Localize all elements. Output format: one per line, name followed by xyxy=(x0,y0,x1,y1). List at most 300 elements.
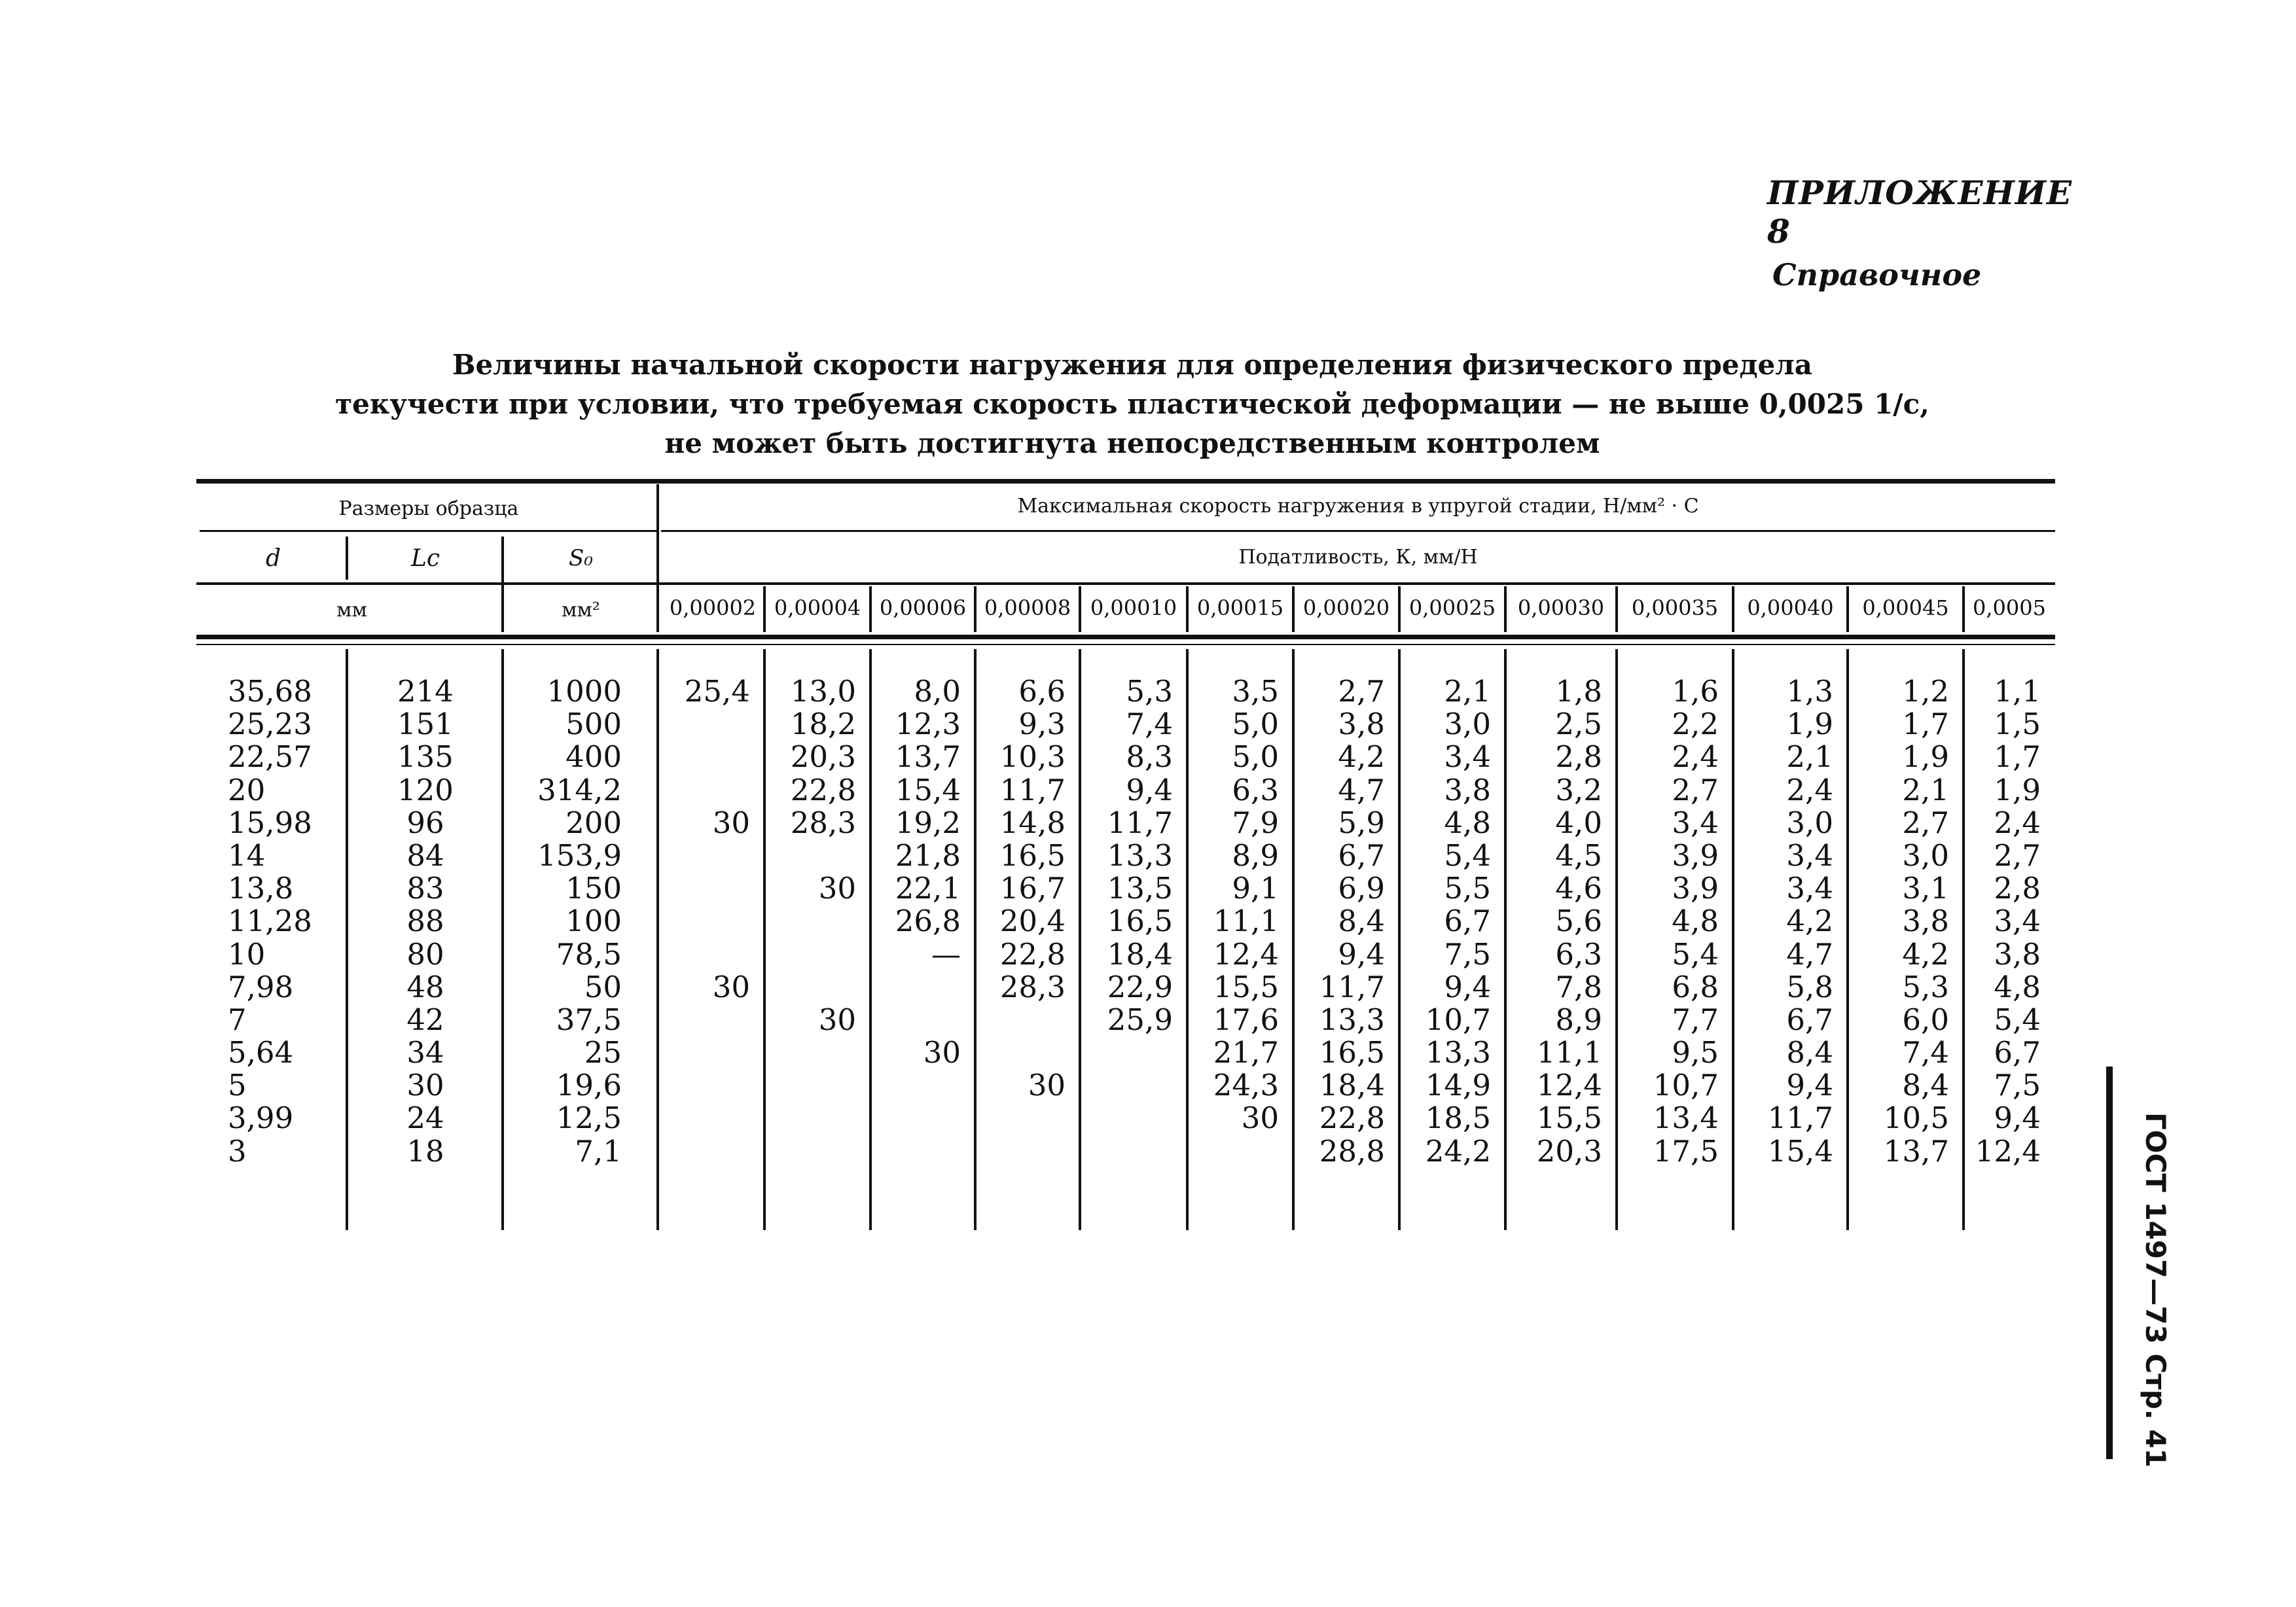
table-cell: 5,4 xyxy=(1444,838,1491,873)
table-cell xyxy=(770,1069,856,1102)
compliance-value: 0,00010 xyxy=(1090,595,1177,620)
column-divider xyxy=(501,649,504,1230)
table-cell: 18,4 xyxy=(1319,1068,1385,1103)
table-cell xyxy=(1085,1135,1173,1168)
table-cell: 25,9 xyxy=(1107,1002,1173,1037)
table-cell: 4,8 xyxy=(1672,904,1719,939)
unit-mm2: мм² xyxy=(562,599,600,622)
table-cell: 6,7 xyxy=(1994,1035,2041,1070)
table-cell: 13,3 xyxy=(1107,838,1173,873)
table-cell: 11,1 xyxy=(1213,904,1279,939)
table-cell: 3,4 xyxy=(1444,739,1491,775)
table-cell: 3,9 xyxy=(1672,871,1719,906)
table-cell: 3,4 xyxy=(1994,904,2041,939)
table-cell xyxy=(980,1102,1066,1135)
table-cell xyxy=(876,1004,961,1036)
table-cell xyxy=(770,1135,856,1168)
column-divider xyxy=(974,649,977,1230)
table-cell: 2,8 xyxy=(1555,739,1602,775)
table-cell: 2,7 xyxy=(1338,674,1385,709)
side-doc-reference: ГОСТ 1497—73 Стр. 41 xyxy=(2140,1112,2172,1468)
header-divider xyxy=(1079,586,1081,632)
table-cell: 10 xyxy=(228,936,266,972)
compliance-value: 0,00030 xyxy=(1517,595,1605,620)
side-bar xyxy=(2106,1067,2113,1459)
table-cell: 17,6 xyxy=(1213,1002,1279,1037)
header-divider xyxy=(1398,586,1401,632)
table-cell: 3,5 xyxy=(1232,674,1279,709)
table-cell: 84 xyxy=(406,838,444,873)
table-cell: 24,3 xyxy=(1213,1068,1279,1103)
header-divider xyxy=(763,586,766,632)
table-title xyxy=(196,345,2068,463)
group-sizes-header: Размеры образца xyxy=(338,497,519,520)
column-lc xyxy=(373,675,478,1168)
table-cell: 12,4 xyxy=(1213,936,1279,972)
header-divider xyxy=(1962,586,1965,632)
rate-column xyxy=(1193,675,1279,1168)
table-cell: 9,4 xyxy=(1786,1068,1833,1103)
table-cell: 8,3 xyxy=(1126,739,1173,775)
table-cell: 24,2 xyxy=(1425,1133,1491,1169)
table-cell: 4,0 xyxy=(1555,805,1602,840)
table-cell: 30 xyxy=(1028,1068,1066,1103)
table-cell: 8,9 xyxy=(1232,838,1279,873)
table-cell: 500 xyxy=(565,707,622,742)
header-divider xyxy=(1846,586,1849,632)
table-cell: 14 xyxy=(228,838,266,873)
table-cell: 12,4 xyxy=(1536,1068,1602,1103)
table-cell: 8,4 xyxy=(1338,904,1385,939)
table-cell: 4,2 xyxy=(1902,936,1949,972)
header-bottom-rule xyxy=(196,635,2055,639)
table-cell: 8,4 xyxy=(1786,1035,1833,1070)
compliance-value: 0,00025 xyxy=(1408,595,1496,620)
table-cell: 7,4 xyxy=(1902,1035,1949,1070)
group-rate-header: Максимальная скорость нагружения в упругой стадии, Н/мм² · С xyxy=(1017,495,1699,518)
table-cell: 3,8 xyxy=(1902,904,1949,939)
table-cell: 25 xyxy=(584,1035,622,1070)
title-line-1: Величины начальной скорости нагружения для определения физического предела xyxy=(452,349,1812,381)
table-cell: 9,3 xyxy=(1018,707,1066,742)
table-cell: 96 xyxy=(406,805,444,840)
compliance-value: 0,00045 xyxy=(1862,595,1949,620)
table-cell: 11,7 xyxy=(1767,1101,1833,1136)
compliance-value: 0,00004 xyxy=(774,595,861,620)
table-cell: 16,5 xyxy=(1107,904,1173,939)
table-cell: 400 xyxy=(565,739,622,775)
table-cell: 30 xyxy=(818,1002,856,1037)
table-cell xyxy=(770,1036,856,1069)
compliance-value: 0,00008 xyxy=(984,595,1071,620)
table-cell xyxy=(876,1069,961,1102)
column-divider xyxy=(656,649,659,1230)
table-cell xyxy=(980,1135,1066,1168)
table-cell: 3,4 xyxy=(1672,805,1719,840)
table-cell: 24 xyxy=(406,1101,444,1136)
table-cell xyxy=(666,741,750,773)
table-cell: 11,7 xyxy=(999,772,1066,807)
table-cell: 20,3 xyxy=(1536,1133,1602,1169)
unit-mm: мм xyxy=(336,599,367,622)
table-cell xyxy=(980,1004,1066,1036)
column-divider xyxy=(346,649,348,1230)
compliance-value: 0,0005 xyxy=(1973,595,2046,620)
table-cell: 80 xyxy=(406,936,444,972)
rate-column xyxy=(1085,675,1173,1168)
table-cell: 22,57 xyxy=(228,739,312,775)
table-cell xyxy=(980,1036,1066,1069)
table-cell: 13,7 xyxy=(1883,1133,1949,1169)
col-lc-header: Lc xyxy=(410,545,440,572)
table-cell: 150 xyxy=(565,871,622,906)
table-cell: 7,8 xyxy=(1555,969,1602,1004)
appendix-sublabel: Справочное xyxy=(1772,257,1982,292)
table-cell: 200 xyxy=(565,805,622,840)
header-divider xyxy=(1186,586,1189,632)
table-cell: 88 xyxy=(406,904,444,939)
table-cell: 5,4 xyxy=(1994,1002,2041,1037)
table-cell: 153,9 xyxy=(537,838,622,873)
table-cell: 22,8 xyxy=(999,936,1066,972)
table-cell: 18,2 xyxy=(790,707,856,742)
table-cell: 1,7 xyxy=(1994,739,2041,775)
table-cell: 2,4 xyxy=(1994,805,2041,840)
table-cell: 25,4 xyxy=(684,674,750,709)
rate-column xyxy=(770,675,856,1168)
header-divider xyxy=(1292,586,1295,632)
table-cell: 22,9 xyxy=(1107,969,1173,1004)
table-cell: 30 xyxy=(818,871,856,906)
header-divider xyxy=(974,586,977,632)
table-cell: 3 xyxy=(228,1133,247,1169)
table-cell: 30 xyxy=(712,969,750,1004)
table-cell: 3,0 xyxy=(1444,707,1491,742)
table-cell: 10,3 xyxy=(999,739,1066,775)
table-cell: 15,4 xyxy=(1767,1133,1833,1169)
appendix-heading xyxy=(1767,173,2073,292)
table-cell xyxy=(1085,1036,1173,1069)
table-cell xyxy=(770,938,856,971)
table-cell xyxy=(666,1069,750,1102)
table-cell: 20 xyxy=(228,772,266,807)
table-cell: 7,4 xyxy=(1126,707,1173,742)
table-cell: 15,5 xyxy=(1536,1101,1602,1136)
table-cell: 21,8 xyxy=(895,838,961,873)
table-cell xyxy=(666,774,750,807)
table-cell: 2,7 xyxy=(1902,805,1949,840)
table-cell: 1,3 xyxy=(1786,674,1833,709)
column-divider xyxy=(1079,649,1081,1230)
table-cell xyxy=(1193,1135,1279,1168)
table-cell: 3,99 xyxy=(228,1101,294,1136)
table-cell: 26,8 xyxy=(895,904,961,939)
table-cell: 3,4 xyxy=(1786,838,1833,873)
table-cell: 2,4 xyxy=(1786,772,1833,807)
header-divider xyxy=(1732,586,1734,632)
table-cell: 15,98 xyxy=(228,805,312,840)
table-cell: 35,68 xyxy=(228,674,312,709)
table-cell xyxy=(666,872,750,905)
table-cell: 2,4 xyxy=(1672,739,1719,775)
table-cell: 1,5 xyxy=(1994,707,2041,742)
appendix-label: ПРИЛОЖЕНИЕ 8 xyxy=(1767,173,2073,251)
table-cell: 4,8 xyxy=(1444,805,1491,840)
table-cell: 1,9 xyxy=(1786,707,1833,742)
table-cell: 14,9 xyxy=(1425,1068,1491,1103)
header-rule-2 xyxy=(196,582,2055,585)
table-cell: 2,5 xyxy=(1555,707,1602,742)
table-cell: 34 xyxy=(406,1035,444,1070)
table-cell: 100 xyxy=(565,904,622,939)
table-cell: 5,5 xyxy=(1444,871,1491,906)
table-cell: 5,0 xyxy=(1232,707,1279,742)
table-cell: 3,4 xyxy=(1786,871,1833,906)
table-cell xyxy=(1085,1069,1173,1102)
table-cell: 6,8 xyxy=(1672,969,1719,1004)
table-cell: 9,4 xyxy=(1444,969,1491,1004)
table-cell: 30 xyxy=(406,1068,444,1103)
table-cell: 1,8 xyxy=(1555,674,1602,709)
compliance-header: Податливость, К, мм/Н xyxy=(1238,546,1478,569)
table-cell: 2,1 xyxy=(1444,674,1491,709)
table-cell: 48 xyxy=(406,969,444,1004)
table-cell xyxy=(876,1102,961,1135)
table-cell: 42 xyxy=(406,1002,444,1037)
table-cell: 7,98 xyxy=(228,969,294,1004)
compliance-value: 0,00015 xyxy=(1196,595,1284,620)
table-cell: 7,7 xyxy=(1672,1002,1719,1037)
table-cell xyxy=(666,1102,750,1135)
table-cell: 19,2 xyxy=(895,805,961,840)
table-cell: 1,9 xyxy=(1994,772,2041,807)
column-divider xyxy=(1615,649,1618,1230)
table-cell: 6,7 xyxy=(1786,1002,1833,1037)
table-cell xyxy=(770,971,856,1004)
table-cell: — xyxy=(931,936,961,972)
table-cell: 3,8 xyxy=(1338,707,1385,742)
table-cell: 13,5 xyxy=(1107,871,1173,906)
table-cell: 3,2 xyxy=(1555,772,1602,807)
table-cell: 2,7 xyxy=(1994,838,2041,873)
table-cell: 2,1 xyxy=(1786,739,1833,775)
table-cell: 5,3 xyxy=(1126,674,1173,709)
compliance-value: 0,00040 xyxy=(1747,595,1834,620)
table-cell: 3,1 xyxy=(1902,871,1949,906)
table-cell: 30 xyxy=(923,1035,961,1070)
column-divider xyxy=(1962,649,1965,1230)
table-cell: 4,5 xyxy=(1555,838,1602,873)
table-cell xyxy=(770,905,856,938)
table-cell: 5 xyxy=(228,1068,247,1103)
table-cell: 2,2 xyxy=(1672,707,1719,742)
column-s0 xyxy=(517,675,622,1168)
table-cell: 12,3 xyxy=(895,707,961,742)
table-cell: 9,4 xyxy=(1126,772,1173,807)
table-cell: 19,6 xyxy=(556,1068,622,1103)
table-cell: 6,9 xyxy=(1338,871,1385,906)
table-cell: 9,4 xyxy=(1338,936,1385,972)
table-cell: 13,3 xyxy=(1425,1035,1491,1070)
table-cell: 25,23 xyxy=(228,707,312,742)
rate-column xyxy=(1299,675,1385,1168)
table-cell: 18,5 xyxy=(1425,1101,1491,1136)
table-cell: 78,5 xyxy=(556,936,622,972)
rate-column xyxy=(980,675,1066,1168)
table-cell: 5,6 xyxy=(1555,904,1602,939)
column-divider xyxy=(1846,649,1849,1230)
table-cell: 14,8 xyxy=(999,805,1066,840)
rate-column xyxy=(1405,675,1491,1168)
table-cell xyxy=(666,938,750,971)
table-cell: 13,7 xyxy=(895,739,961,775)
table-cell: 2,1 xyxy=(1902,772,1949,807)
table-cell: 5,4 xyxy=(1672,936,1719,972)
table-cell: 1,9 xyxy=(1902,739,1949,775)
table-cell: 4,2 xyxy=(1786,904,1833,939)
table-cell: 9,5 xyxy=(1672,1035,1719,1070)
column-divider xyxy=(1504,649,1507,1230)
table-cell: 22,1 xyxy=(895,871,961,906)
table-cell: 37,5 xyxy=(556,1002,622,1037)
table-cell: 11,7 xyxy=(1319,969,1385,1004)
table-cell: 20,3 xyxy=(790,739,856,775)
rate-column xyxy=(1853,675,1949,1168)
table-cell: 18,4 xyxy=(1107,936,1173,972)
compliance-value: 0,00020 xyxy=(1302,595,1390,620)
table-cell: 11,7 xyxy=(1107,805,1173,840)
table-cell: 314,2 xyxy=(537,772,622,807)
table-cell: 10,7 xyxy=(1425,1002,1491,1037)
table-cell: 20,4 xyxy=(999,904,1066,939)
table-cell: 214 xyxy=(397,674,454,709)
compliance-value: 0,00006 xyxy=(879,595,967,620)
column-divider xyxy=(1186,649,1189,1230)
table-cell: 28,8 xyxy=(1319,1133,1385,1169)
table-cell xyxy=(770,839,856,872)
table-cell: 9,1 xyxy=(1232,871,1279,906)
table-cell: 6,7 xyxy=(1338,838,1385,873)
table-cell: 3,8 xyxy=(1444,772,1491,807)
table-cell: 10,5 xyxy=(1883,1101,1949,1136)
table-cell: 3,8 xyxy=(1994,936,2041,972)
table-cell: 21,7 xyxy=(1213,1035,1279,1070)
table-cell xyxy=(666,1135,750,1168)
table-cell: 30 xyxy=(712,805,750,840)
table-cell: 5,9 xyxy=(1338,805,1385,840)
table-cell: 6,0 xyxy=(1902,1002,1949,1037)
table-cell: 17,5 xyxy=(1653,1133,1719,1169)
table-cell: 16,5 xyxy=(999,838,1066,873)
table-cell xyxy=(666,905,750,938)
header-divider xyxy=(1615,586,1618,632)
header-rule-sizes xyxy=(200,530,658,532)
table-cell: 3,0 xyxy=(1902,838,1949,873)
table-cell: 11,1 xyxy=(1536,1035,1602,1070)
rate-column xyxy=(666,675,750,1168)
table-cell: 22,8 xyxy=(1319,1101,1385,1136)
table-cell: 12,5 xyxy=(556,1101,622,1136)
table-cell: 8,9 xyxy=(1555,1002,1602,1037)
table-cell: 3,9 xyxy=(1672,838,1719,873)
table-cell: 13,4 xyxy=(1653,1101,1719,1136)
table-cell: 22,8 xyxy=(790,772,856,807)
rate-column xyxy=(1738,675,1833,1168)
table-cell: 1,6 xyxy=(1672,674,1719,709)
table-cell xyxy=(876,1135,961,1168)
column-divider xyxy=(1398,649,1401,1230)
table-cell: 4,8 xyxy=(1994,969,2041,1004)
table-cell: 1,2 xyxy=(1902,674,1949,709)
table-cell: 4,7 xyxy=(1338,772,1385,807)
table-cell: 5,0 xyxy=(1232,739,1279,775)
table-cell xyxy=(666,1036,750,1069)
table-cell: 7,5 xyxy=(1994,1068,2041,1103)
table-cell: 7,5 xyxy=(1444,936,1491,972)
table-cell: 11,28 xyxy=(228,904,312,939)
compliance-value: 0,00035 xyxy=(1631,595,1719,620)
table-cell: 13,0 xyxy=(790,674,856,709)
rate-column xyxy=(1622,675,1719,1168)
table-cell: 5,64 xyxy=(228,1035,294,1070)
table-cell: 6,6 xyxy=(1018,674,1066,709)
table-cell: 8,0 xyxy=(914,674,961,709)
column-divider xyxy=(869,649,872,1230)
header-divider xyxy=(346,537,348,580)
header-divider xyxy=(501,537,504,632)
header-divider xyxy=(656,484,659,632)
table-cell: 6,7 xyxy=(1444,904,1491,939)
title-line-2: текучести при условии, что требуемая скорость пластической деформации — не выше 0,0025 1/с, xyxy=(335,388,1929,420)
header-rule-rate xyxy=(661,530,2055,532)
table-cell xyxy=(1085,1102,1173,1135)
compliance-value: 0,00002 xyxy=(669,595,757,620)
table-cell: 18 xyxy=(406,1133,444,1169)
table-cell: 2,7 xyxy=(1672,772,1719,807)
table-top-rule xyxy=(196,479,2055,484)
table-cell: 1,1 xyxy=(1994,674,2041,709)
table-cell: 6,3 xyxy=(1555,936,1602,972)
table-cell: 7 xyxy=(228,1002,247,1037)
table-cell xyxy=(666,839,750,872)
column-d xyxy=(228,675,332,1168)
table-cell xyxy=(876,971,961,1004)
column-divider xyxy=(1292,649,1295,1230)
header-bottom-rule-thin xyxy=(196,644,2055,645)
title-line-3: не может быть достигнута непосредственным контролем xyxy=(664,427,1600,459)
table-cell: 5,8 xyxy=(1786,969,1833,1004)
table-cell: 28,3 xyxy=(790,805,856,840)
table-cell: 4,7 xyxy=(1786,936,1833,972)
column-divider xyxy=(763,649,766,1230)
table-cell: 13,8 xyxy=(228,871,294,906)
table-cell: 5,3 xyxy=(1902,969,1949,1004)
table-cell: 1,7 xyxy=(1902,707,1949,742)
table-cell: 120 xyxy=(397,772,454,807)
rate-column xyxy=(1969,675,2041,1168)
table-cell: 4,2 xyxy=(1338,739,1385,775)
table-cell: 10,7 xyxy=(1653,1068,1719,1103)
table-cell: 4,6 xyxy=(1555,871,1602,906)
table-cell: 6,3 xyxy=(1232,772,1279,807)
table-cell xyxy=(666,1004,750,1036)
table-cell: 15,4 xyxy=(895,772,961,807)
table-cell: 7,1 xyxy=(575,1133,622,1169)
table-cell: 8,4 xyxy=(1902,1068,1949,1103)
table-cell: 83 xyxy=(406,871,444,906)
header-divider xyxy=(1504,586,1507,632)
table-cell: 30 xyxy=(1241,1101,1279,1136)
